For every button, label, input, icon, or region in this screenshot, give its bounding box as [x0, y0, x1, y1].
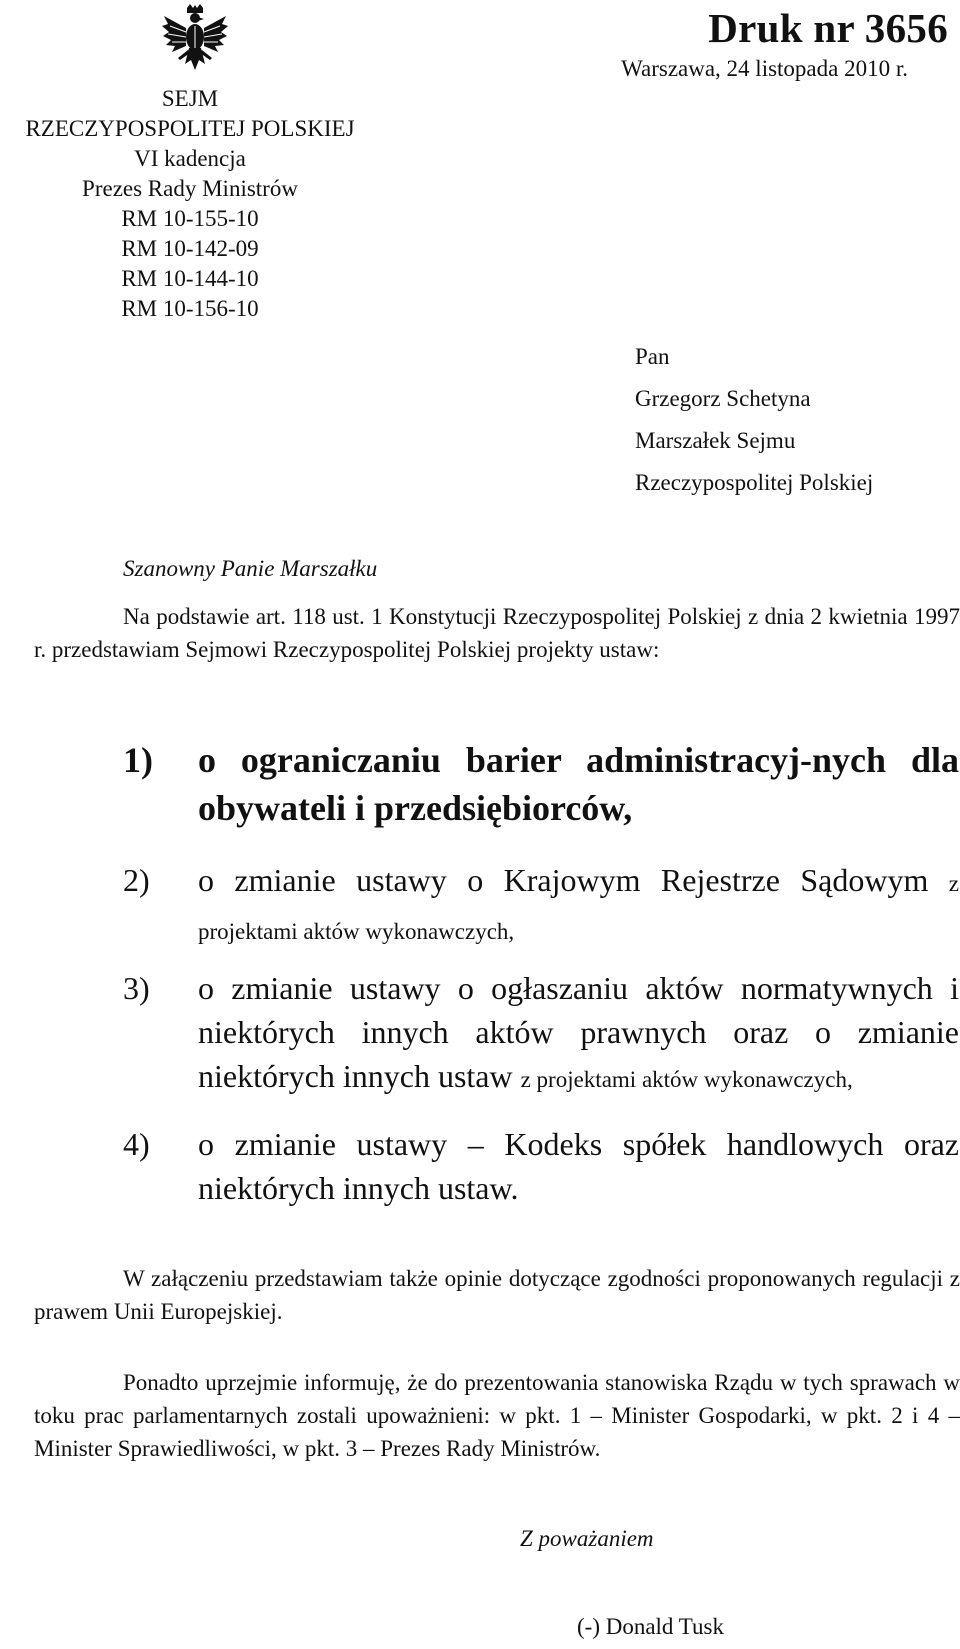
header-rm-4: RM 10-156-10 — [121, 296, 259, 321]
header-rm-2: RM 10-142-09 — [121, 236, 259, 261]
attachment-paragraph — [34, 1262, 960, 1328]
attachment-text: W załączeniu przedstawiam także opinie dotyczące zgodności proponowanych regulacji z prawem Unii Europejskiej. — [34, 1266, 960, 1324]
header-rm-1: RM 10-155-10 — [121, 206, 259, 231]
list-item-1 — [123, 736, 959, 832]
list-item-extra: z projektami aktów wykonawczych, — [198, 871, 960, 944]
list-item-text: o zmianie ustawy o ogłaszaniu aktów normatywnych i niektórych innych aktów prawnych oraz o zmianie niektórych innych ustaw — [198, 970, 959, 1094]
list-item-extra: z projektami aktów wykonawczych, — [520, 1067, 853, 1092]
addressee-line-1: Pan — [635, 344, 670, 369]
polish-eagle-emblem — [160, 4, 230, 80]
header-sejm: SEJM — [161, 86, 219, 111]
list-item-3 — [123, 966, 959, 1102]
list-number: 4) — [123, 1126, 150, 1162]
addressee-line-3: Marszałek Sejmu — [635, 428, 796, 453]
intro-paragraph — [34, 600, 960, 666]
header-kadencja: VI kadencja — [134, 146, 246, 171]
list-item-2 — [123, 858, 959, 954]
list-item-4 — [123, 1122, 959, 1210]
signature: (-) Donald Tusk — [577, 1614, 724, 1639]
header-prezes: Prezes Rady Ministrów — [82, 176, 298, 201]
druk-number: Druk nr 3656 — [708, 5, 948, 51]
intro-text: Na podstawie art. 118 ust. 1 Konstytucji Rzeczypospolitej Polskiej z dnia 2 kwietnia 1997 r. przedstawiam Sejmowi Rzeczypospolitej Polskiej projekty ustaw: — [34, 604, 960, 662]
document-date: Warszawa, 24 listopada 2010 r. — [621, 56, 908, 81]
header-rm-3: RM 10-144-10 — [121, 266, 259, 291]
list-item-text: o ograniczaniu barier administracyj-nych dla obywateli i przedsiębiorców, — [198, 740, 959, 828]
list-number: 1) — [123, 740, 153, 780]
list-item-text: o zmianie ustawy – Kodeks spółek handlowych oraz niektórych innych ustaw. — [198, 1126, 959, 1206]
header-rzeczypospolitej: RZECZYPOSPOLITEJ POLSKIEJ — [25, 116, 355, 141]
addressee-line-2: Grzegorz Schetyna — [635, 386, 811, 411]
closing-phrase: Z poważaniem — [520, 1526, 654, 1551]
list-number: 3) — [123, 970, 150, 1006]
list-number: 2) — [123, 862, 150, 898]
salutation: Szanowny Panie Marszałku — [123, 556, 378, 581]
authorization-paragraph — [34, 1366, 960, 1465]
addressee-line-4: Rzeczypospolitej Polskiej — [635, 470, 874, 495]
list-item-text: o zmianie ustawy o Krajowym Rejestrze Sądowym — [198, 862, 929, 898]
authorization-text: Ponadto uprzejmie informuję, że do prezentowania stanowiska Rządu w tych sprawach w toku prac parlamentarnych zostali upoważnieni: w pkt. 1 – Minister Gospodarki, w pkt. 2 i 4 – Minister Sprawiedliwości, w pkt. 3 – Prezes Rady Ministrów. — [34, 1370, 960, 1461]
